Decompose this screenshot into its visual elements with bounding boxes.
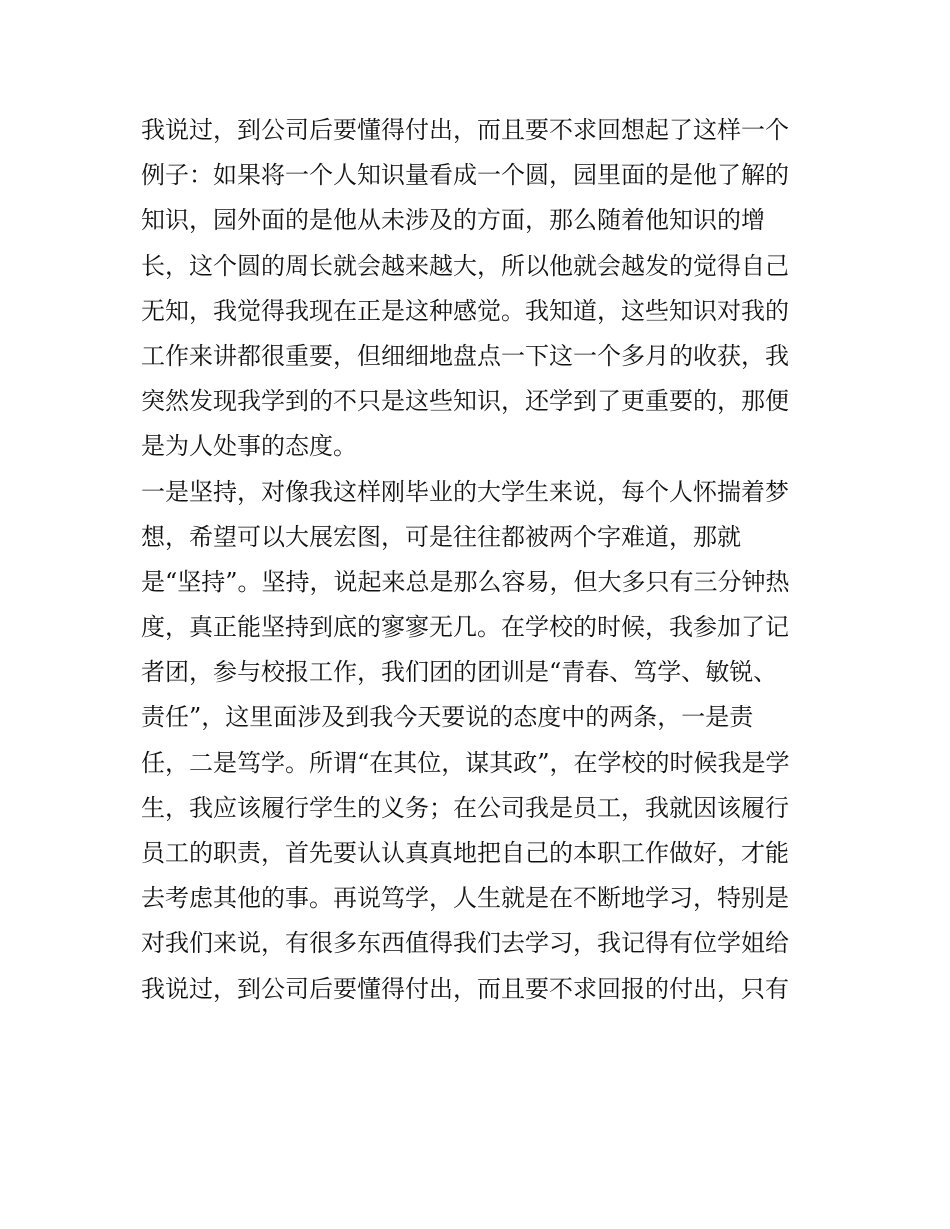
text-line: 度，真正能坚持到底的寥寥无几。在学校的时候，我参加了记 [141, 613, 789, 642]
text-line: 无知，我觉得我现在正是这种感觉。我知道，这些知识对我的 [141, 296, 789, 325]
text-line: 生，我应该履行学生的义务；在公司我是员工，我就因该履行 [141, 793, 789, 822]
text-line: 一是坚持，对像我这样刚毕业的大学生来说，每个人怀揣着梦 [141, 477, 789, 506]
text-line: 我说过，到公司后要懂得付出，而且要不求回想起了这样一个 [141, 116, 789, 144]
text-line: 员工的职责，首先要认认真真地把自己的本职工作做好，才能 [141, 839, 789, 867]
text-line: 是为人处事的态度。 [141, 432, 357, 461]
text-line: 我说过，到公司后要懂得付出，而且要不求回报的付出，只有 [141, 974, 789, 1003]
text-line: 工作来讲都很重要，但细细地盘点一下这一个多月的收获，我 [141, 341, 789, 370]
text-line: 例子：如果将一个人知识量看成一个圆，园里面的是他了解的 [141, 161, 789, 190]
text-line: 任，二是笃学。所谓“在其位，谋其政”，在学校的时候我是学 [141, 748, 790, 777]
text-line: 知识，园外面的是他从未涉及的方面，那么随着他知识的增 [141, 206, 765, 235]
text-line: 突然发现我学到的不只是这些知识，还学到了更重要的，那便 [141, 387, 789, 416]
text-line: 责任”，这里面涉及到我今天要说的态度中的两条，一是责 [141, 703, 754, 732]
body-text [141, 108, 821, 1012]
text-line: 是“坚持”。坚持，说起来总是那么容易，但大多只有三分钟热 [141, 567, 790, 596]
text-line: 对我们来说，有很多东西值得我们去学习，我记得有位学姐给 [141, 929, 789, 958]
text-line: 想，希望可以大展宏图，可是往往都被两个字难道，那就 [141, 522, 741, 551]
text-line: 长，这个圆的周长就会越来越大，所以他就会越发的觉得自己 [141, 251, 789, 280]
text-line: 去考虑其他的事。再说笃学，人生就是在不断地学习，特别是 [141, 884, 789, 913]
text-line: 者团，参与校报工作，我们团的团训是“青春、笃学、敏锐、 [141, 658, 778, 687]
